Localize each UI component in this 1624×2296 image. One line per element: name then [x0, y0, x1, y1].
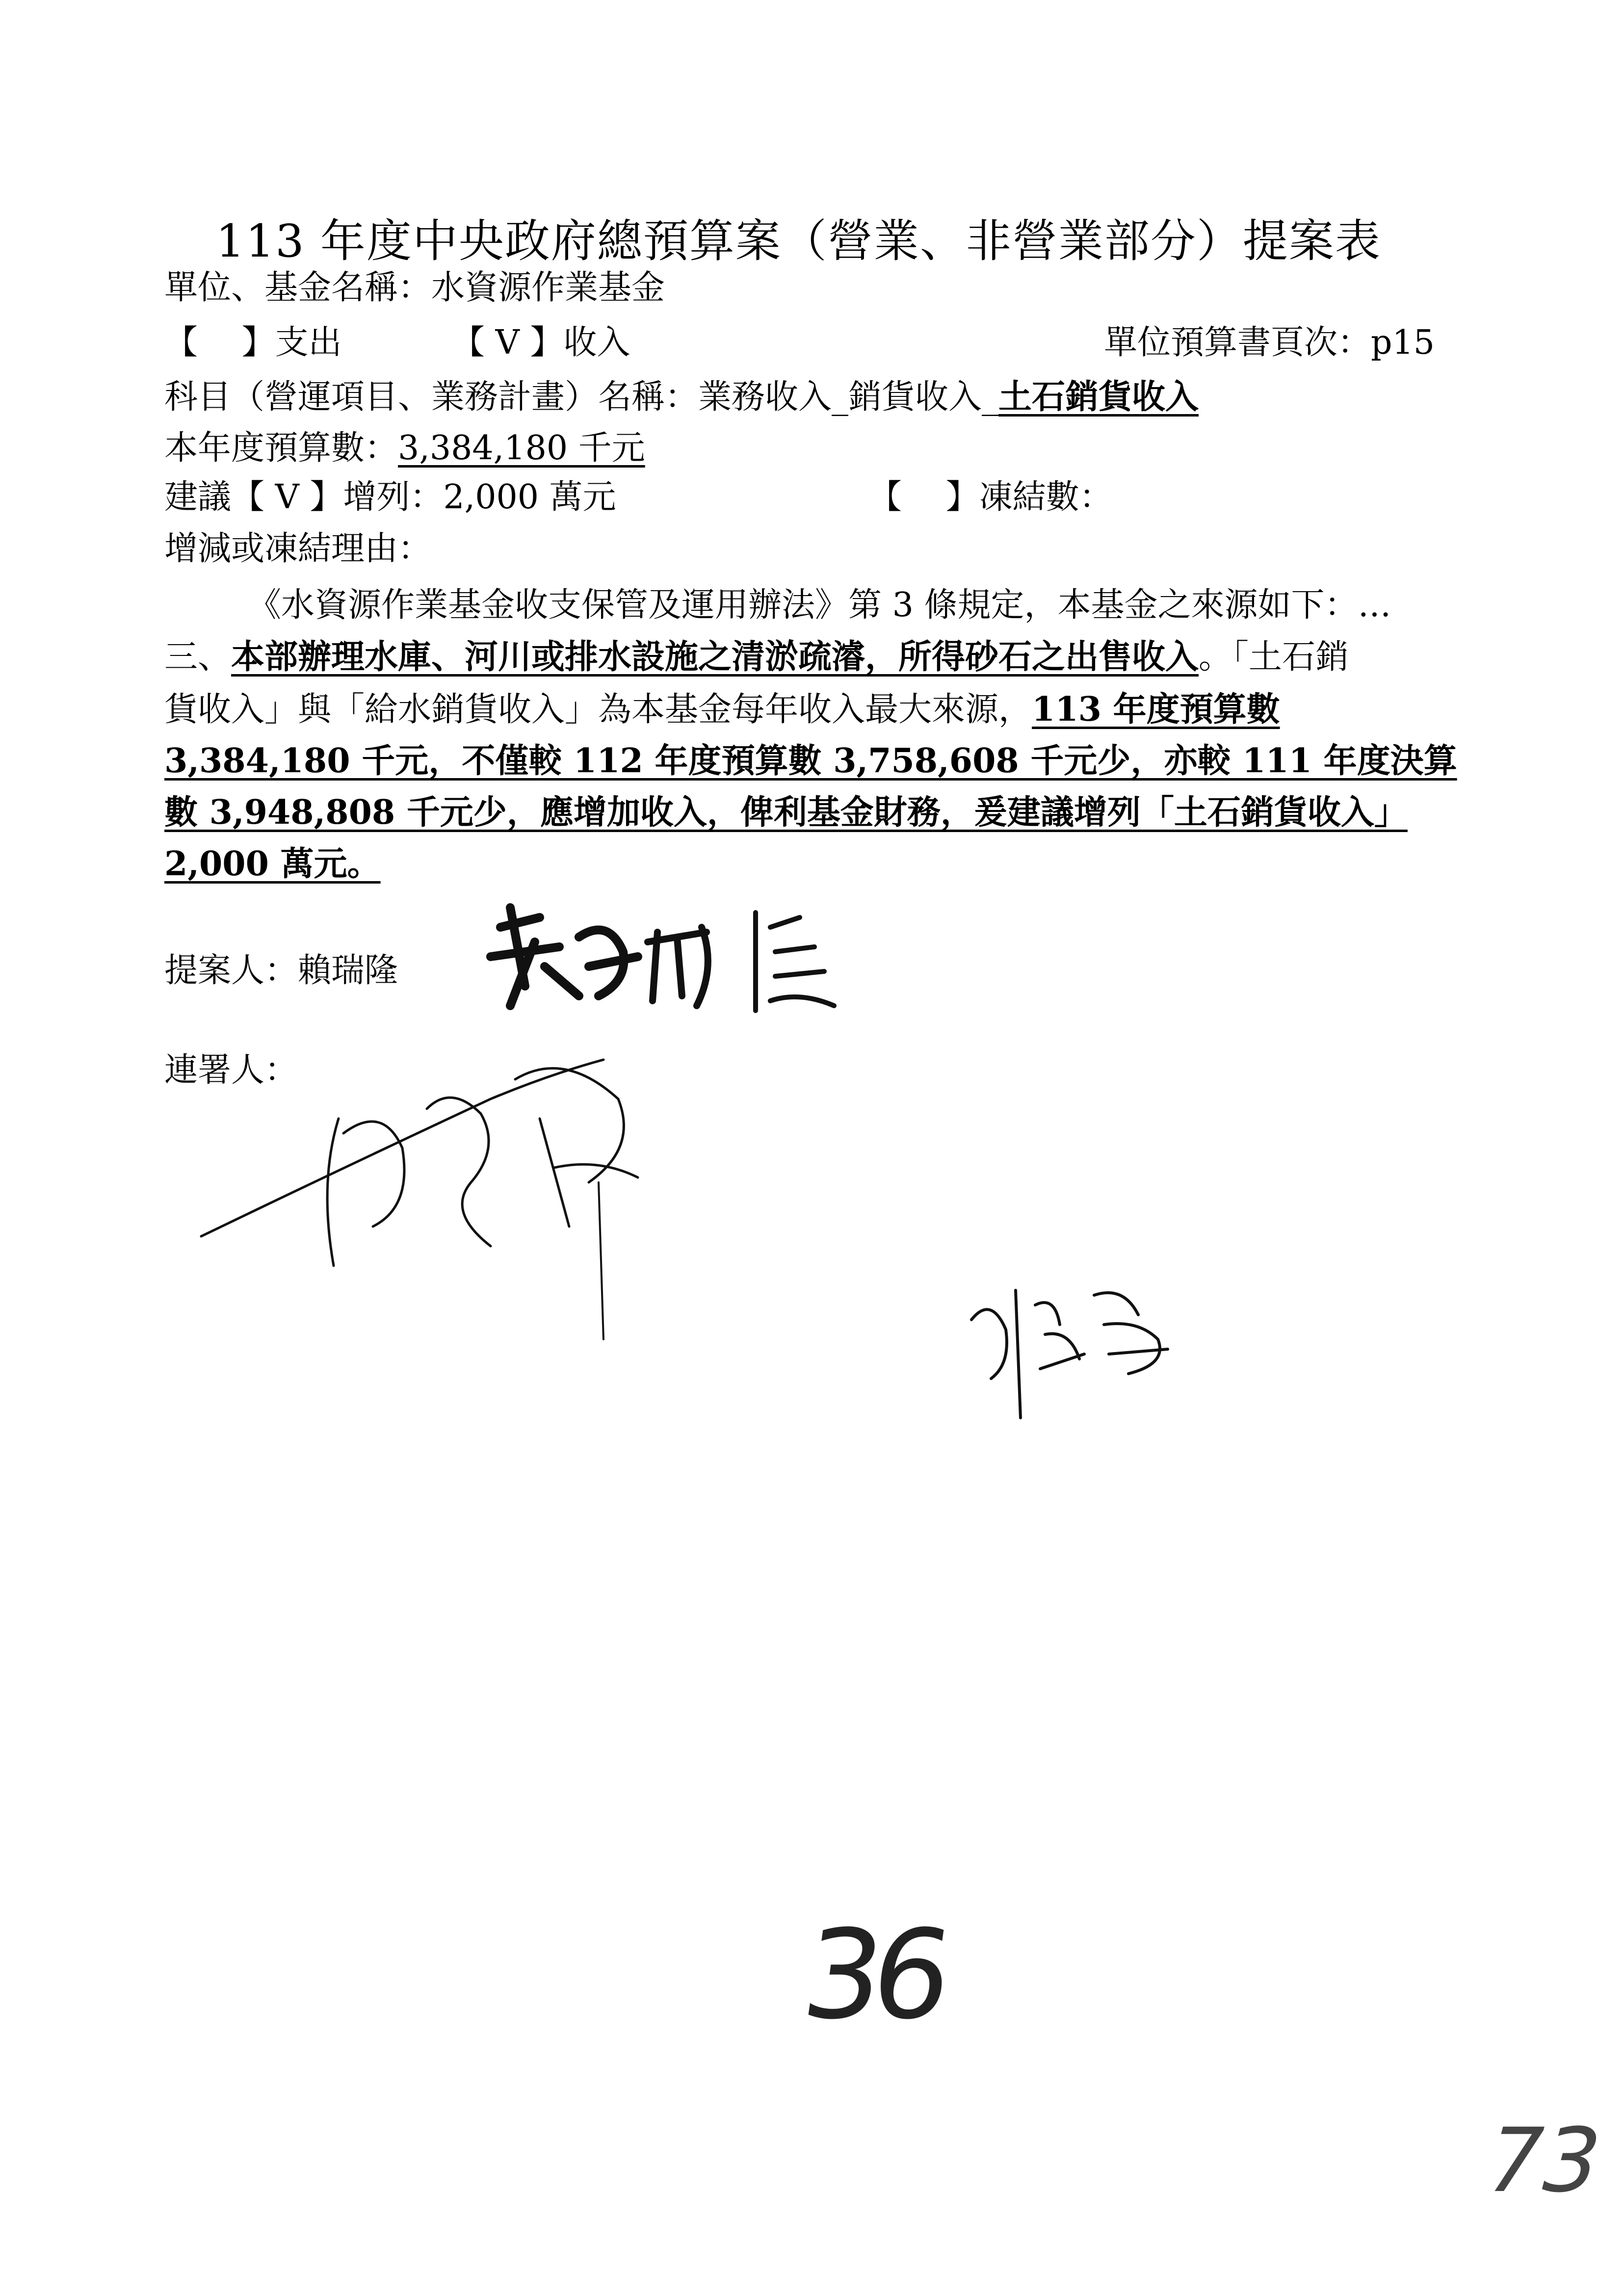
- budget-value: 3,384,180 千元: [398, 429, 645, 468]
- para2-rest: 。「土石銷: [1199, 638, 1349, 677]
- subject-line: [164, 377, 1199, 417]
- para2-bold: 本部辦理水庫、河川或排水設施之清淤疏濬，所得砂石之出售收入: [231, 637, 1199, 677]
- suggest-increase: 建議【 V 】增列：2,000 萬元: [164, 478, 616, 517]
- para3-plain: 貨收入」與「給水銷貨收入」為本基金每年收入最大來源，: [164, 690, 1032, 729]
- para2-prefix: 三、: [164, 638, 232, 677]
- cosigner-label: 連署人：: [164, 1051, 298, 1090]
- paragraph-line-3: [164, 690, 1280, 729]
- reason-label: 增減或凍結理由：: [164, 529, 432, 568]
- income-checkbox: 【 V 】收入: [451, 323, 630, 362]
- cosigner-signature-2: [962, 1256, 1197, 1433]
- freeze-amount: 【 】凍結數：: [868, 478, 1113, 517]
- paragraph-line-4: 3,384,180 千元，不僅較 112 年度預算數 3,758,608 千元少，亦較 111 年度決算: [164, 741, 1457, 781]
- proposer-label: 提案人：賴瑞隆: [164, 951, 398, 990]
- subject-bold: 土石銷貨收入: [998, 377, 1199, 417]
- paragraph-line-1: 《水資源作業基金收支保管及運用辦法》第 3 條規定，本基金之來源如下：…: [248, 586, 1391, 625]
- document-title: 113 年度中央政府總預算案（營業、非營業部分）提案表: [216, 215, 1381, 267]
- subject-prefix: 科目（營運項目、業務計畫）名稱：業務收入_銷貨收入_: [164, 378, 999, 417]
- unit-fund-name: 單位、基金名稱：水資源作業基金: [164, 268, 665, 307]
- budget-prefix: 本年度預算數：: [164, 429, 398, 468]
- proposer-signature: [481, 898, 854, 1025]
- paragraph-line-2: [164, 637, 1349, 677]
- paragraph-line-5: 數 3,948,808 千元少，應增加收入，俾利基金財務，爰建議增列「土石銷貨收入」: [164, 793, 1408, 832]
- cosigner-signature-1: [196, 1020, 711, 1354]
- page-reference: 單位預算書頁次：p15: [1104, 323, 1435, 362]
- handwritten-page-number: 36: [794, 1904, 951, 2046]
- budget-line: [164, 429, 645, 468]
- paragraph-line-6: 2,000 萬元。: [164, 844, 381, 884]
- para3-bold: 113 年度預算數: [1032, 690, 1280, 729]
- expense-checkbox: 【 】支出: [164, 323, 342, 362]
- corner-page-number: 73: [1472, 2110, 1613, 2212]
